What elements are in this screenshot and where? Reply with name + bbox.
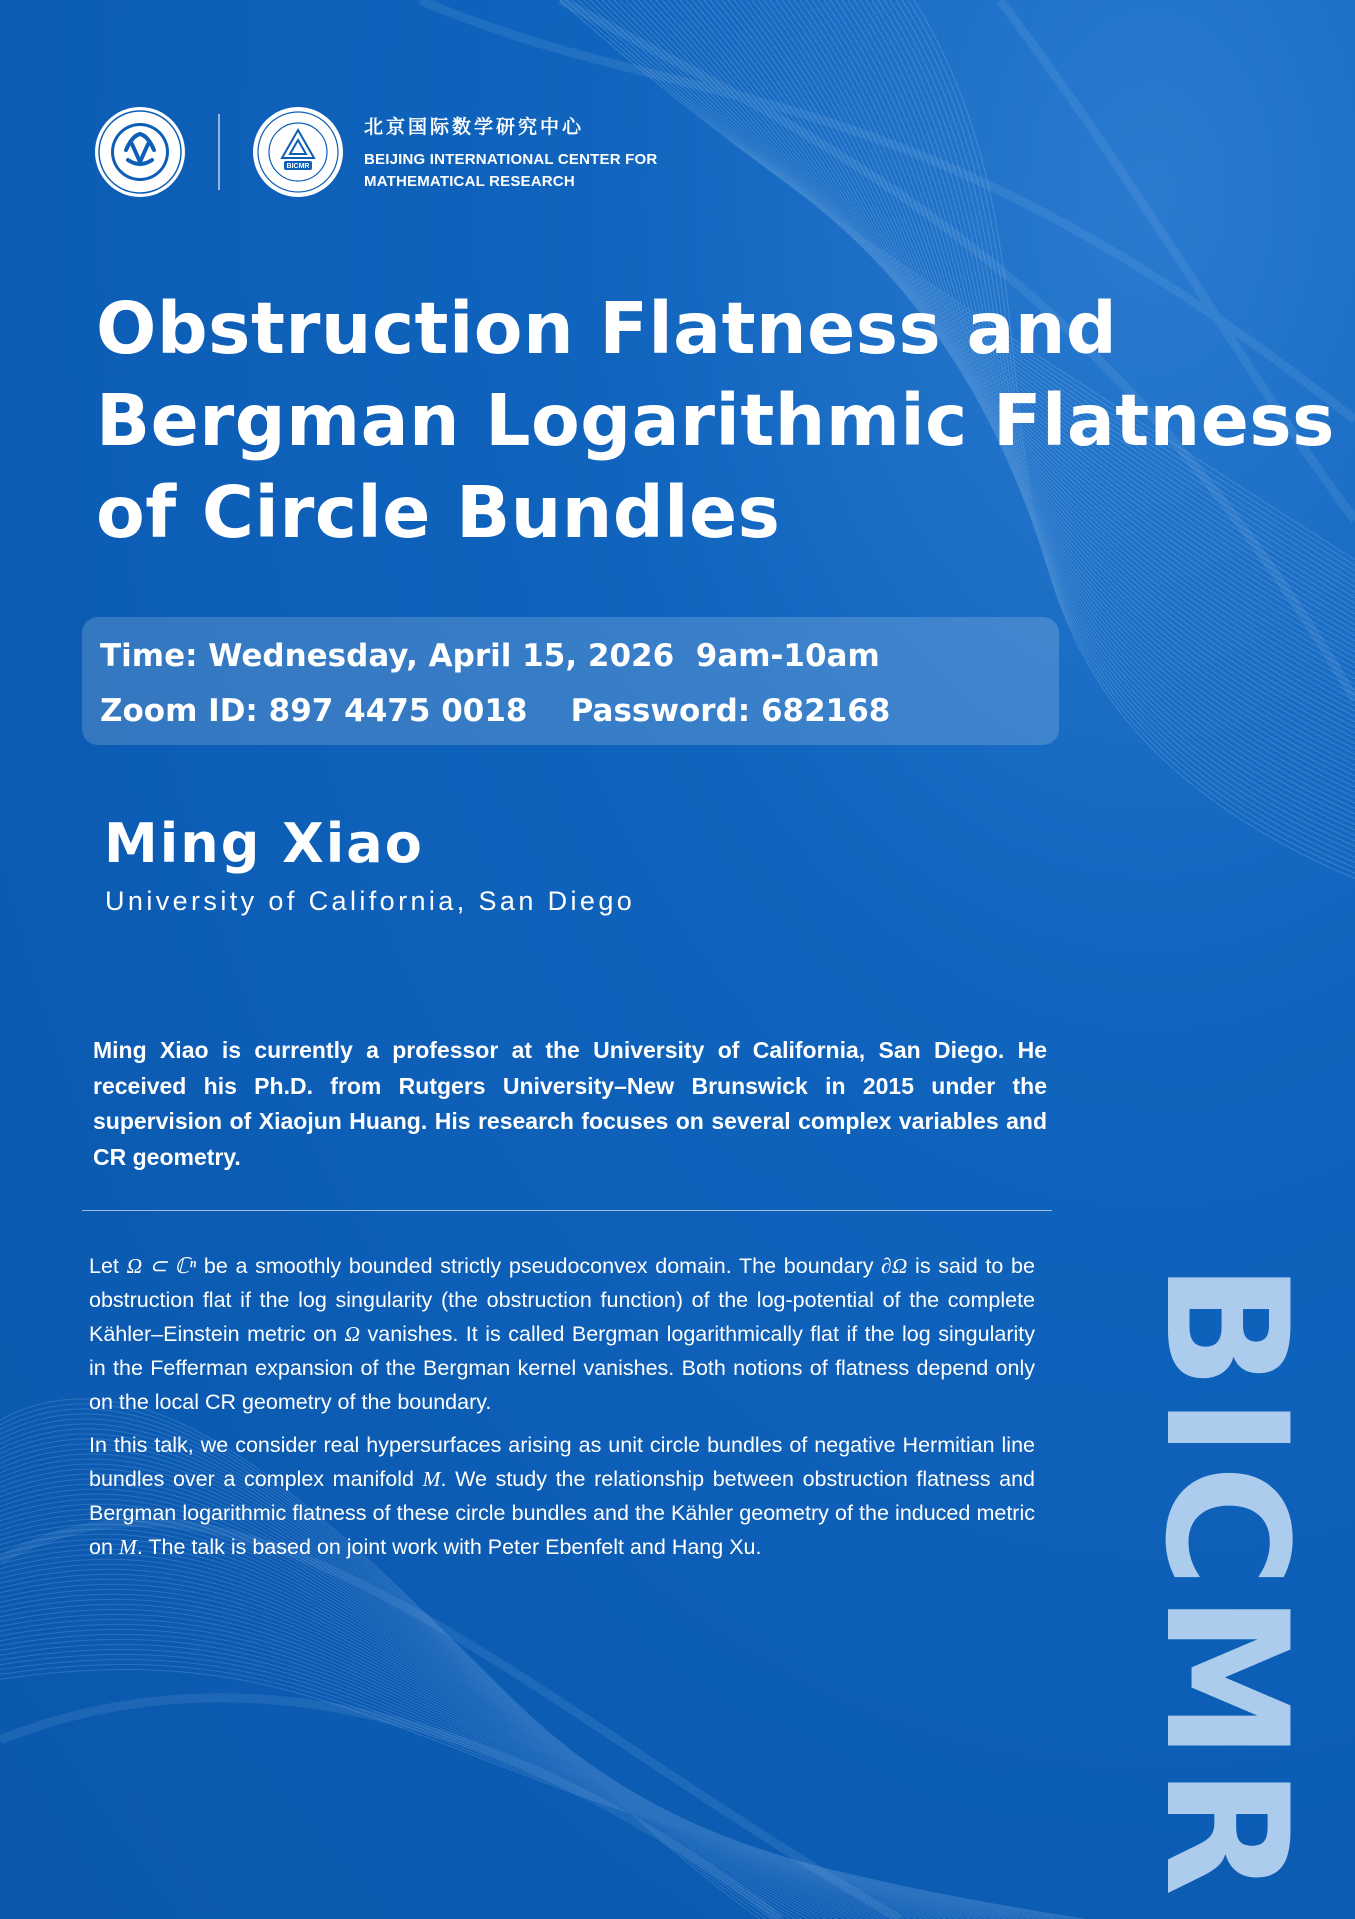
header	[92, 104, 657, 200]
talk-title-line2: Bergman Logarithmic Flatness	[96, 379, 1335, 462]
abstract	[89, 1249, 1035, 1573]
peking-university-seal-icon	[92, 104, 188, 200]
abstract-paragraph-1: Let Ω ⊂ ℂⁿ be a smoothly bounded strictly pseudoconvex domain. The boundary ∂Ω is said to be obstruction flat if the log singularity (the obstruction function) of the log-potential of the complete Kähler–Einstein metric on Ω vanishes. It is called Bergman logarithmically flat if the log singularity in the Fefferman expansion of the Bergman kernel vanishes. Both notions of flatness depend only on the local CR geometry of the boundary.	[89, 1254, 1035, 1414]
header-divider	[218, 114, 220, 190]
organization-name	[364, 112, 657, 193]
bicmr-seal-text: BICMR	[286, 163, 310, 170]
math-boundary: ∂Ω	[881, 1254, 908, 1278]
org-name-english-line1: BEIJING INTERNATIONAL CENTER FOR	[364, 150, 658, 168]
bicmr-seal-icon	[250, 104, 346, 200]
talk-title	[96, 283, 1335, 559]
org-name-english	[364, 149, 657, 193]
speaker-affiliation: University of California, San Diego	[105, 886, 636, 916]
math-manifold: M	[118, 1535, 137, 1559]
math-omega: Ω	[344, 1322, 361, 1346]
talk-title-line3: of Circle Bundles	[96, 471, 781, 554]
bicmr-watermark: BICMR	[1128, 1262, 1324, 1903]
zoom-details: Zoom ID: 897 4475 0018 Password: 682168	[100, 693, 891, 729]
event-info-box	[82, 617, 1059, 745]
math-omega-subset: Ω ⊂ ℂⁿ	[126, 1254, 197, 1278]
section-divider	[82, 1210, 1052, 1211]
speaker-bio: Ming Xiao is currently a professor at the University of California, San Diego. He received his Ph.D. from Rutgers University–New Brunswick in 2015 under the supervision of Xiaojun Huang. His research focuses on several complex variables and CR geometry.	[93, 1037, 1047, 1170]
speaker-name: Ming Xiao	[104, 812, 424, 875]
event-time: Time: Wednesday, April 15, 2026 9am-10am	[100, 638, 880, 674]
talk-title-line1: Obstruction Flatness and	[96, 287, 1118, 370]
abstract-paragraph-2: In this talk, we consider real hypersurfaces arising as unit circle bundles of negative Hermitian line bundles over a complex manifold M. We study the relationship between obstruction flatness and Bergman logarithmic flatness of these circle bundles and the Kähler geometry of the induced metric on M. The talk is based on joint work with Peter Ebenfelt and Hang Xu.	[89, 1433, 1035, 1559]
math-manifold: M	[422, 1467, 441, 1491]
org-name-chinese: 北京国际数学研究中心	[364, 115, 585, 138]
org-name-english-line2: MATHEMATICAL RESEARCH	[364, 172, 575, 190]
